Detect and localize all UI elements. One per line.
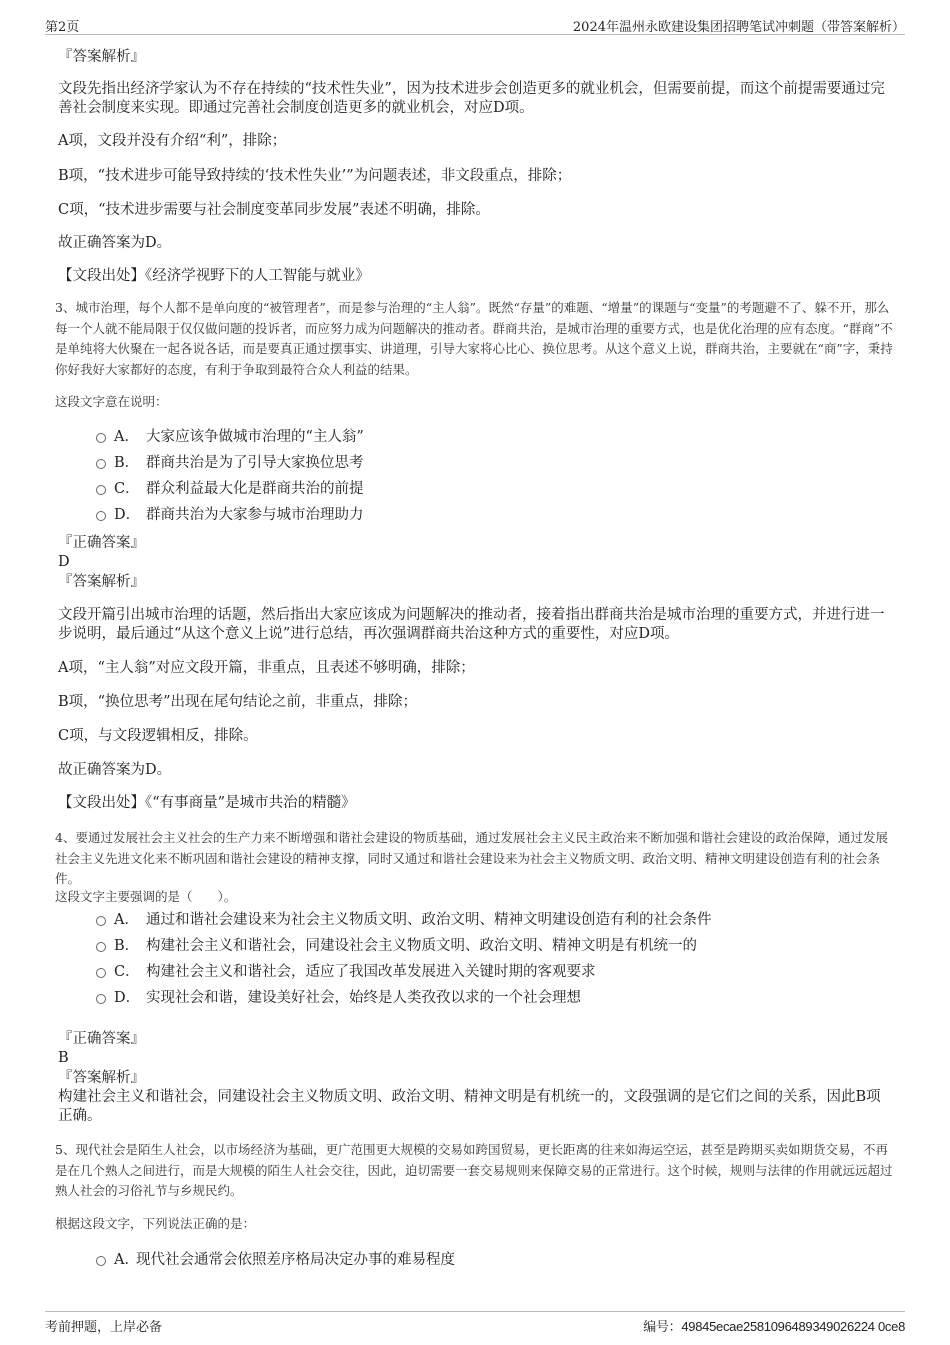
q4-option-c[interactable]: C． 构建社会主义和谐社会，适应了我国改革发展进入关键时期的客观要求 xyxy=(96,963,596,982)
q4-option-d[interactable]: D． 实现社会和谐，建设美好社会，始终是人类孜孜以求的一个社会理想 xyxy=(96,989,581,1008)
document-title: 2024年温州永欧建设集团招聘笔试冲刺题（带答案解析） xyxy=(572,20,905,35)
q3-option-c[interactable]: C． 群众利益最大化是群商共治的前提 xyxy=(96,480,364,499)
q2-option-a-note: A项，文段并没有介绍“利”，排除； xyxy=(58,133,287,149)
q2-conclusion: 故正确答案为D。 xyxy=(58,235,172,251)
q3-analysis: 文段开篇引出城市治理的话题，然后指出大家应该成为问题解决的推动者，接着指出群商共治是城市治理的重要方式，并进行进一步说明，最后通过“从这个意义上说”进行总结，再次强调群商共治这种方式的重要性，对应D项。 xyxy=(58,607,885,642)
radio-icon[interactable] xyxy=(96,1256,106,1266)
q2-source: 【文段出处】《经济学视野下的人工智能与就业》 xyxy=(58,268,370,284)
radio-icon[interactable] xyxy=(96,968,106,978)
radio-icon[interactable] xyxy=(96,433,106,443)
q4-answer: B xyxy=(58,1050,69,1066)
document-id: 编号：49845ecae2581096489349026224 0ce8 xyxy=(643,1319,905,1334)
q5-option-a[interactable]: A．现代社会通常会依照差序格局决定办事的难易程度 xyxy=(96,1251,455,1270)
q4-answer-label: 『正确答案』 xyxy=(58,1031,145,1047)
q4-analysis-label: 『答案解析』 xyxy=(58,1070,145,1086)
q5-question: 根据这段文字，下列说法正确的是： xyxy=(55,1216,256,1231)
q3-option-a[interactable]: A． 大家应该争做城市治理的“主人翁” xyxy=(96,428,364,447)
q4-analysis: 构建社会主义和谐社会，同建设社会主义物质文明、政治文明、精神文明是有机统一的，文段强调的是它们之间的关系，因此B项正确。 xyxy=(58,1089,881,1124)
page-number: 第2页 xyxy=(45,20,80,35)
q5-stem: 5、现代社会是陌生人社会，以市场经济为基础，更广范围更大规模的交易如跨国贸易，更长距离的往来如海运空运，甚至是跨期买卖如期货交易，不再是在几个熟人之间进行，而是大规模的陌生人社会交往，因此，迫切需要一套交易规则来保障交易的正常进行。这个时候，规则与法律的作用就远远超过熟人社会的习俗礼节与乡规民约。 xyxy=(55,1142,893,1198)
q2-option-b-note: B项，“技术进步可能导致持续的‘技术性失业’”为问题表述，非文段重点，排除； xyxy=(58,168,572,184)
q3-question: 这段文字意在说明： xyxy=(55,394,168,409)
page-header xyxy=(45,14,905,35)
q3-source: 【文段出处】《“有事商量”是城市共治的精髓》 xyxy=(58,795,356,811)
radio-icon[interactable] xyxy=(96,485,106,495)
q3-option-c-note: C项，与文段逻辑相反，排除。 xyxy=(58,728,258,744)
q3-analysis-label: 『答案解析』 xyxy=(58,574,145,590)
q2-analysis-label: 『答案解析』 xyxy=(58,49,145,65)
q2-option-c-note: C项，“技术进步需要与社会制度变革同步发展”表述不明确，排除。 xyxy=(58,202,490,218)
q4-option-a[interactable]: A． 通过和谐社会建设来为社会主义物质文明、政治文明、精神文明建设创造有利的社会条件 xyxy=(96,911,712,930)
q3-option-a-note: A项，“主人翁”对应文段开篇，非重点，且表述不够明确，排除； xyxy=(58,660,475,676)
radio-icon[interactable] xyxy=(96,511,106,521)
radio-icon[interactable] xyxy=(96,459,106,469)
q3-option-b-note: B项，“换位思考”出现在尾句结论之前，非重点，排除； xyxy=(58,694,417,710)
q4-stem: 4、要通过发展社会主义社会的生产力来不断增强和谐社会建设的物质基础，通过发展社会主义民主政治来不断加强和谐社会建设的政治保障，通过发展社会主义先进文化来不断巩固和谐社会建设的精神支撑，同时又通过和谐社会建设来为社会主义物质文明、政治文明、精神文明建设创造有利的社会条件。 xyxy=(55,830,888,886)
q3-option-b[interactable]: B． 群商共治是为了引导大家换位思考 xyxy=(96,454,364,473)
page-footer xyxy=(45,1311,905,1338)
radio-icon[interactable] xyxy=(96,916,106,926)
q3-answer-label: 『正确答案』 xyxy=(58,535,145,551)
q2-analysis: 文段先指出经济学家认为不存在持续的“技术性失业”，因为技术进步会创造更多的就业机会，但需要前提，而这个前提需要通过完善社会制度来实现。即通过完善社会制度创造更多的就业机会，对应D项。 xyxy=(58,81,885,116)
footer-slogan: 考前押题，上岸必备 xyxy=(45,1320,163,1335)
q3-answer: D xyxy=(58,554,70,570)
q4-question: 这段文字主要强调的是（ ）。 xyxy=(55,889,237,904)
radio-icon[interactable] xyxy=(96,994,106,1004)
q4-option-b[interactable]: B． 构建社会主义和谐社会，同建设社会主义物质文明、政治文明、精神文明是有机统一的 xyxy=(96,937,697,956)
q3-stem: 3、城市治理，每个人都不是单向度的“被管理者”，而是参与治理的“主人翁”。既然“存量”的难题、“增量”的课题与“变量”的考题避不了、躲不开，那么每一个人就不能局限于仅仅做问题的投诉者，而应努力成为问题解决的推动者。群商共治，是城市治理的重要方式，也是优化治理的应有态度。“群商”不是单纯将大伙聚在一起各说各话，而是要真正通过摆事实、讲道理，引导大家将心比心、换位思考。从这个意义上说，群商共治，主要就在“商”字，秉持你好我好大家都好的态度，有利于争取到最符合众人利益的结果。 xyxy=(55,300,893,377)
q3-option-d[interactable]: D． 群商共治为大家参与城市治理助力 xyxy=(96,506,364,525)
radio-icon[interactable] xyxy=(96,942,106,952)
q3-conclusion: 故正确答案为D。 xyxy=(58,762,172,778)
